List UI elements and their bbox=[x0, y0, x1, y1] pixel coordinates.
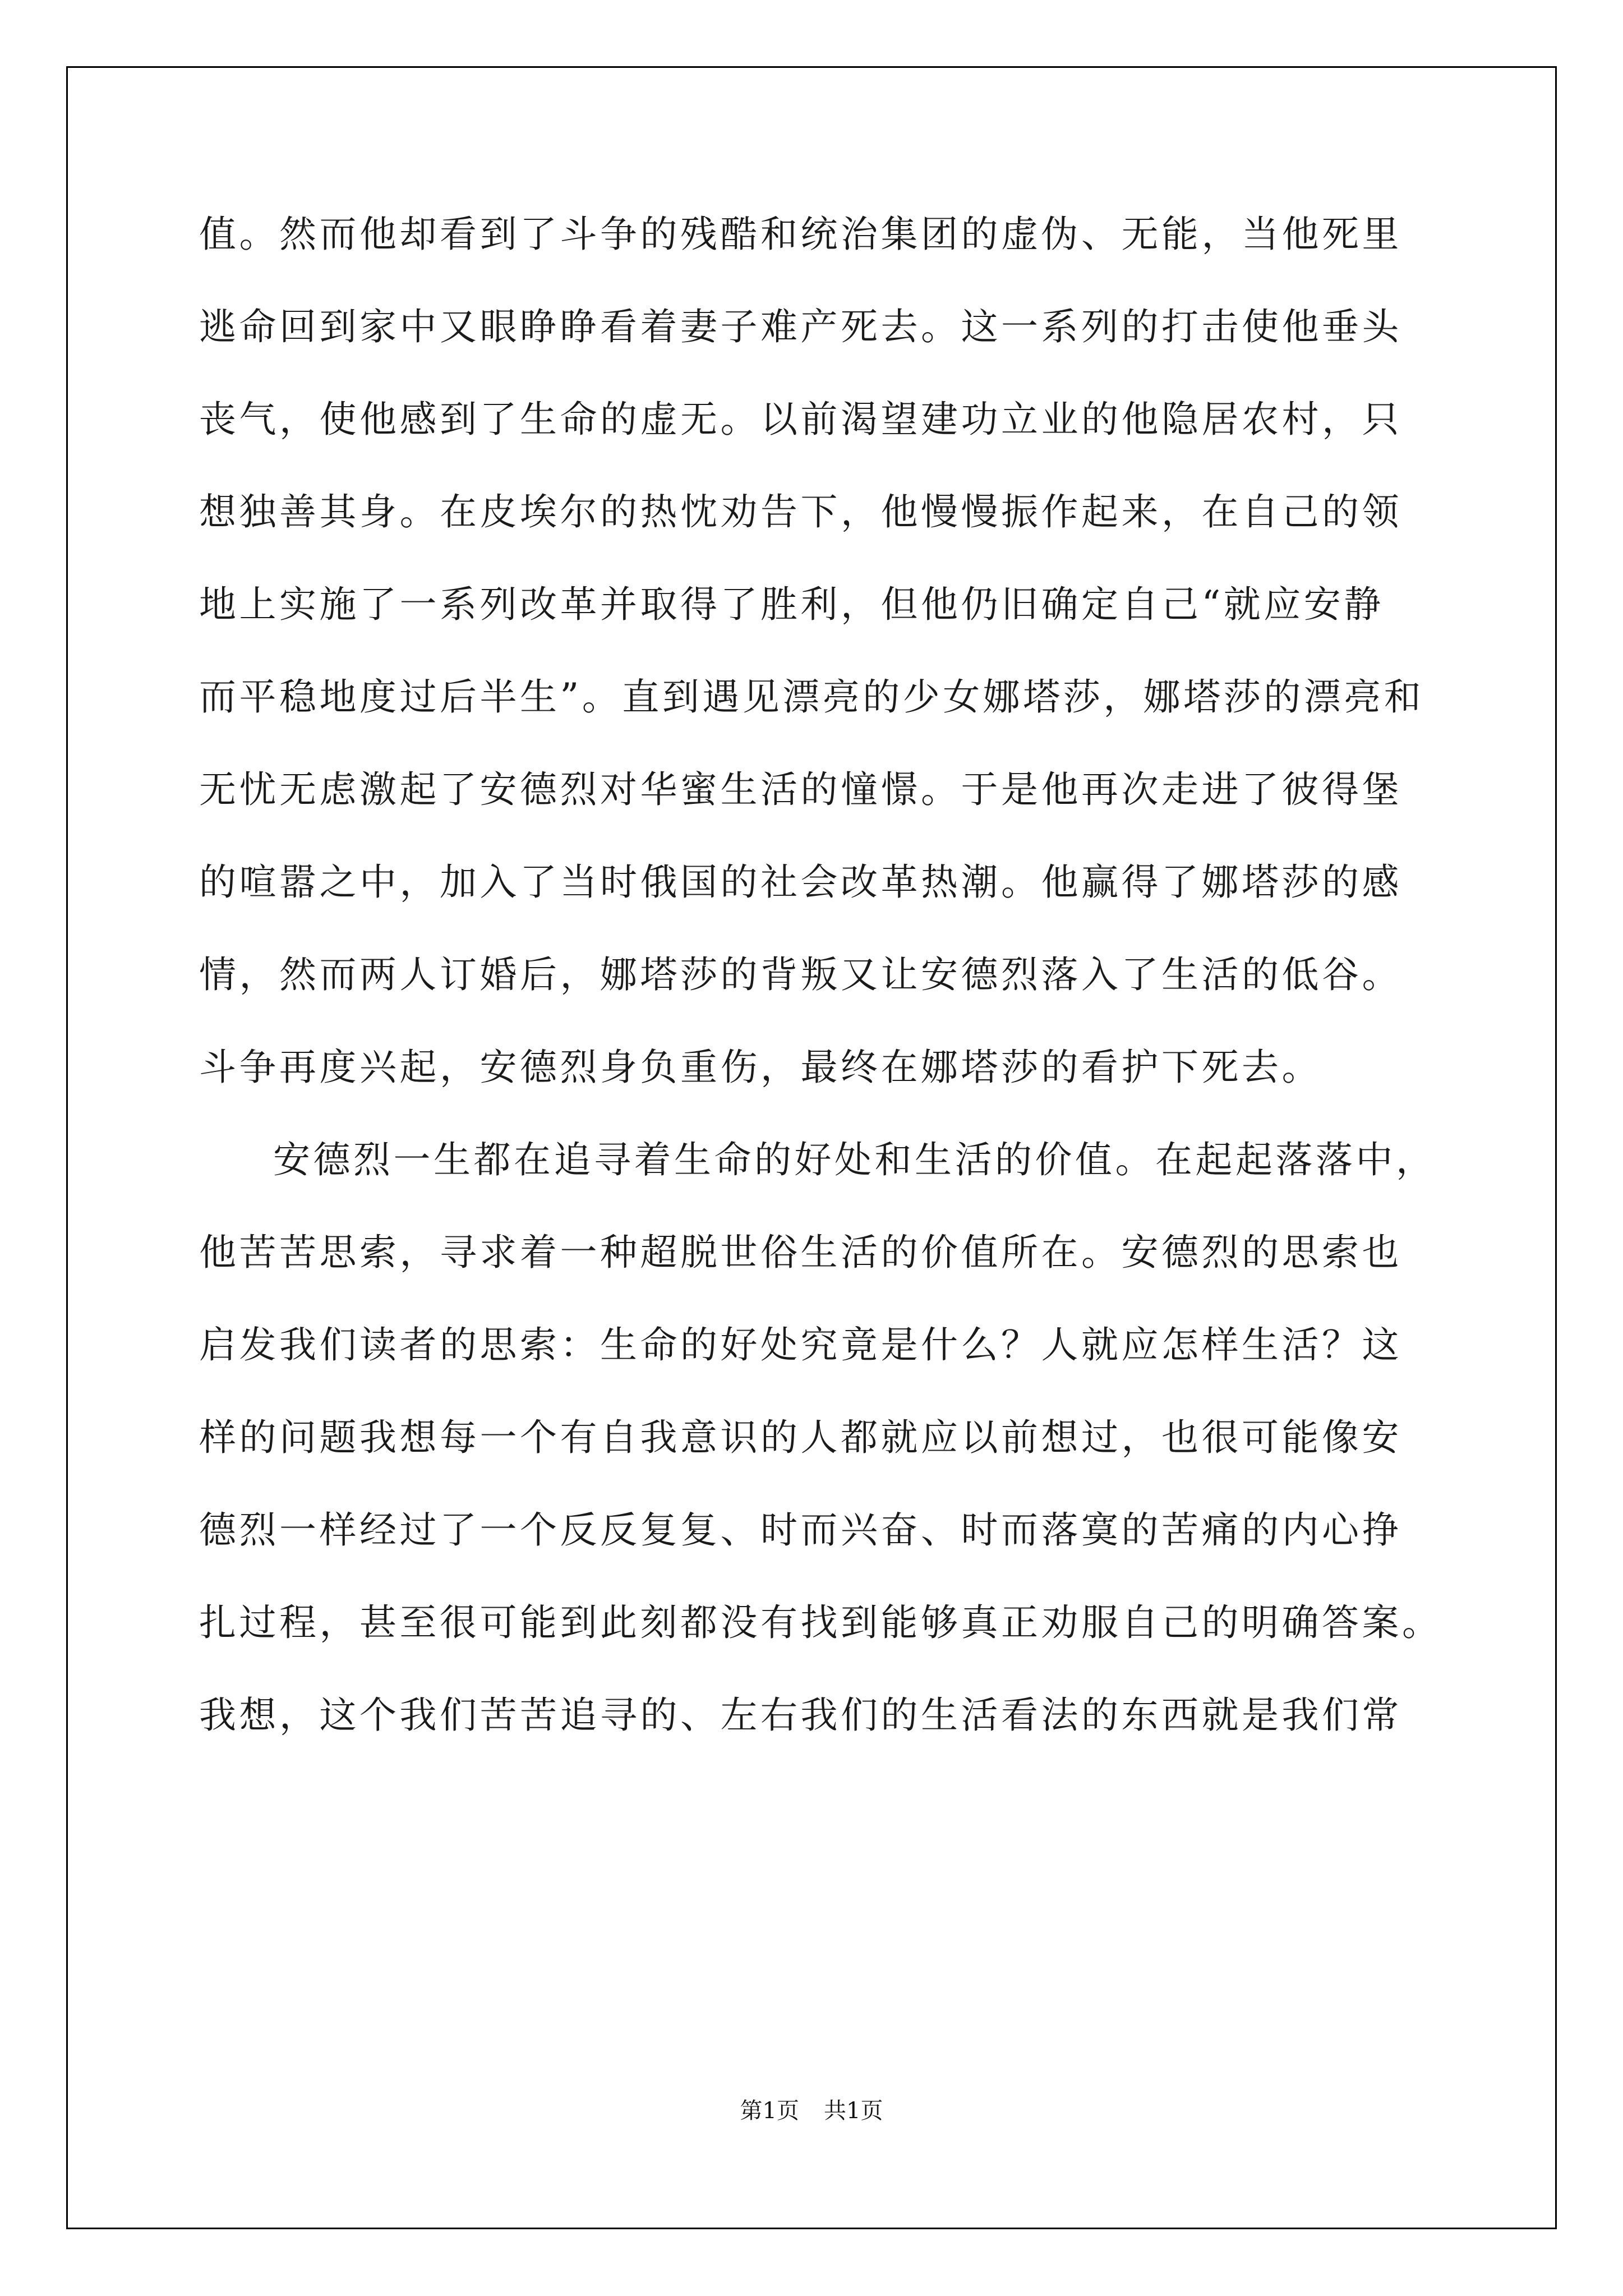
text-line: 而平稳地度过后半生”。直到遇见漂亮的少女娜塔莎，娜塔莎的漂亮和 bbox=[199, 675, 1424, 719]
text-line: 无忧无虑激起了安德烈对华蜜生活的憧憬。于是他再次走进了彼得堡 bbox=[199, 768, 1402, 811]
text-line: 情，然而两人订婚后，娜塔莎的背叛又让安德烈落入了生活的低谷。 bbox=[199, 953, 1402, 996]
text-line: 值。然而他却看到了斗争的残酷和统治集团的虚伪、无能，当他死里 bbox=[199, 213, 1402, 256]
text-line: 安德烈一生都在追寻着生命的好处和生活的价值。在起起落落中， bbox=[273, 1138, 1436, 1181]
text-line: 丧气，使他感到了生命的虚无。以前渴望建功立业的他隐居农村，只 bbox=[199, 398, 1402, 441]
current-page-label: 第1页 bbox=[740, 2098, 799, 2124]
text-line: 启发我们读者的思索：生命的好处究竟是什么？人就应怎样生活？这 bbox=[199, 1323, 1402, 1366]
text-line: 他苦苦思索，寻求着一种超脱世俗生活的价值所在。安德烈的思索也 bbox=[199, 1231, 1402, 1274]
text-line: 样的问题我想每一个有自我意识的人都就应以前想过，也很可能像安 bbox=[199, 1416, 1402, 1459]
total-pages-label: 共1页 bbox=[824, 2098, 883, 2124]
text-line: 想独善其身。在皮埃尔的热忱劝告下，他慢慢振作起来，在自己的领 bbox=[199, 490, 1402, 533]
text-line: 我想，这个我们苦苦追寻的、左右我们的生活看法的东西就是我们常 bbox=[199, 1694, 1402, 1737]
text-line: 地上实施了一系列改革并取得了胜利，但他仍旧确定自己“就应安静 bbox=[199, 583, 1384, 626]
text-line: 德烈一样经过了一个反反复复、时而兴奋、时而落寞的苦痛的内心挣 bbox=[199, 1508, 1402, 1552]
page-footer bbox=[0, 2097, 1623, 2125]
text-line: 斗争再度兴起，安德烈身负重伤，最终在娜塔莎的看护下死去。 bbox=[199, 1046, 1322, 1089]
text-line: 的喧嚣之中，加入了当时俄国的社会改革热潮。他赢得了娜塔莎的感 bbox=[199, 861, 1402, 904]
text-line: 逃命回到家中又眼睁睁看着妻子难产死去。这一系列的打击使他垂头 bbox=[199, 305, 1402, 348]
text-line: 扎过程，甚至很可能到此刻都没有找到能够真正劝服自己的明确答案。 bbox=[199, 1601, 1442, 1644]
